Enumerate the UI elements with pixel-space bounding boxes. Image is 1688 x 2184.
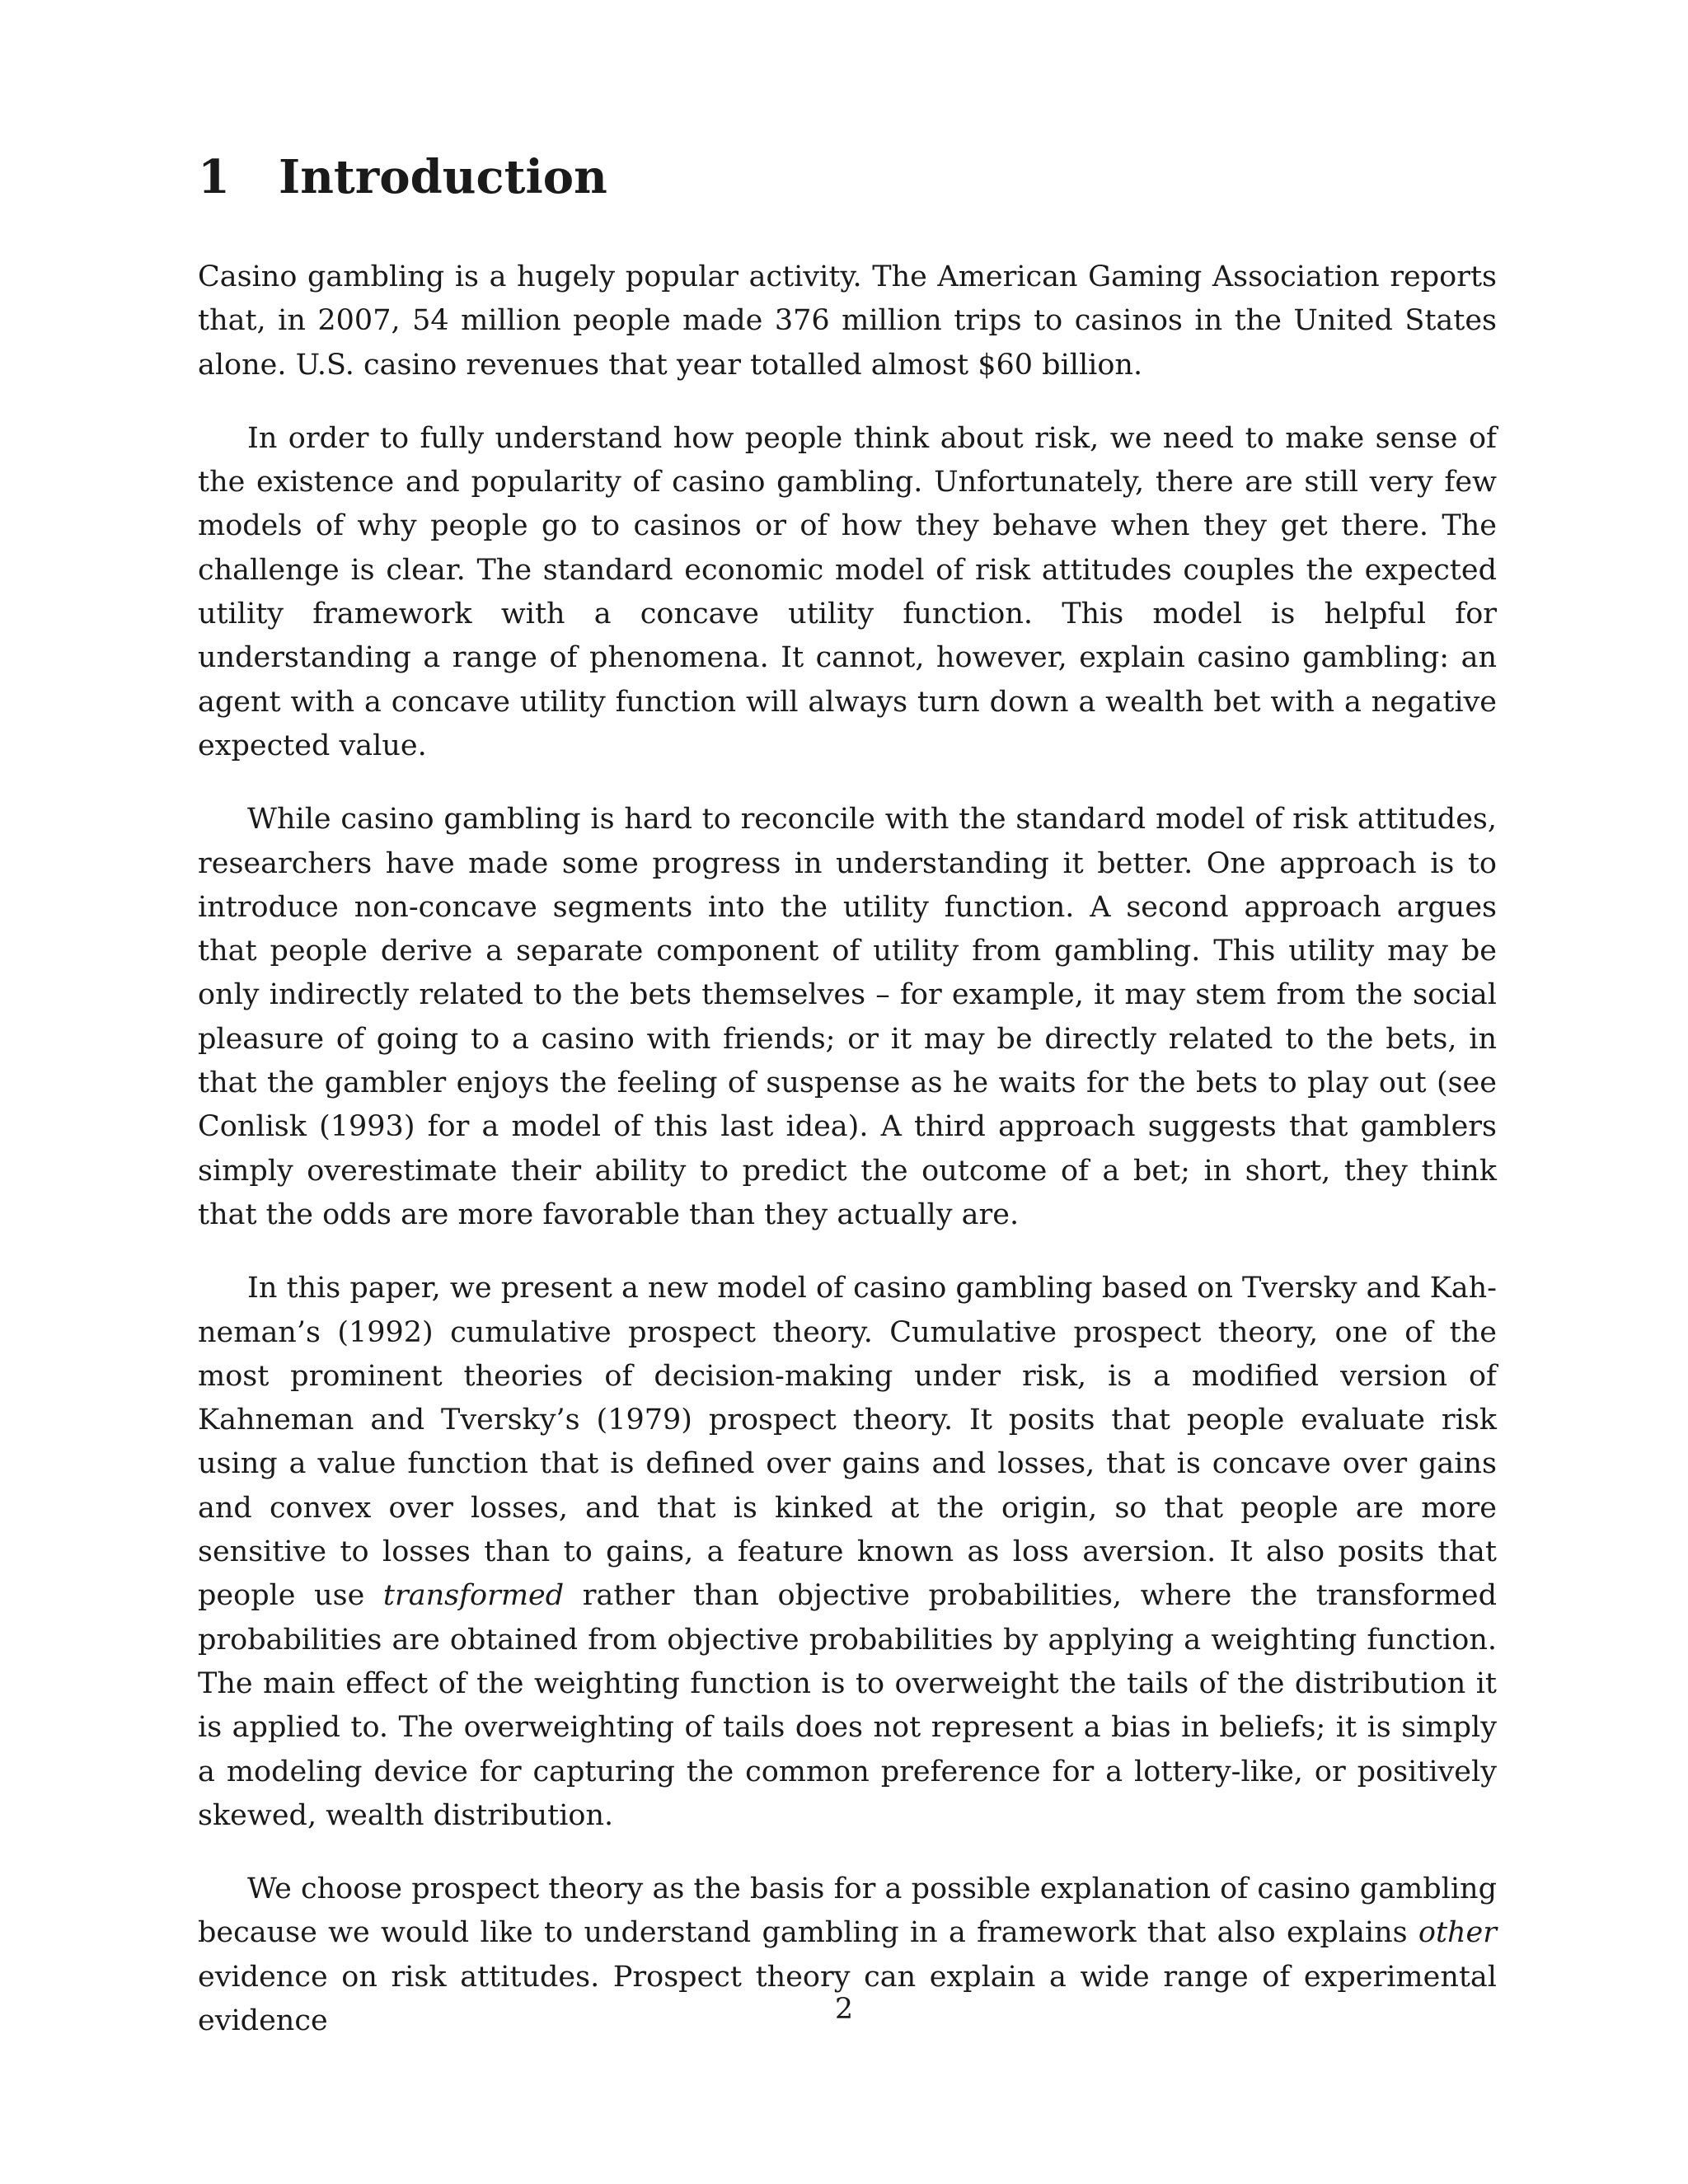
emphasized-term-other: other bbox=[1418, 1916, 1497, 1950]
paragraph-4-part-2: rather than objective probabilities, where the transformed probabilities are obtained from objective probabilities by applying a weighting function. The main effect of the weighting function is to overweight the tails of the distribution it is applied to. The overweighting of tails does not represent a bias in beliefs; it is simply a modeling device for capturing the common preference for a lottery-like, or positively skewed, wealth distribution. bbox=[198, 1579, 1497, 1832]
paragraph-5-part-2: evidence on risk attitudes. Prospect theory can explain a wide range of experimental evidence bbox=[198, 1960, 1497, 2037]
paragraph-3: While casino gambling is hard to reconcile with the standard model of risk attitudes, researchers have made some progress in understanding it better. One approach is to introduce non-concave segments into the utility function. A second approach argues that people derive a separate component of utility from gambling. This utility may be only indirectly related to the bets themselves – for example, it may stem from the social pleasure of going to a casino with friends; or it may be directly related to the bets, in that the gambler enjoys the feeling of suspense as he waits for the bets to play out (see Conlisk (1993) for a model of this last idea). A third approach suggests that gamblers simply overestimate their ability to predict the outcome of a bet; in short, they think that the odds are more favorable than they actually are. bbox=[198, 803, 1497, 1231]
section-number: 1 bbox=[198, 150, 230, 204]
section-title: Introduction bbox=[279, 150, 607, 204]
page-content bbox=[198, 148, 1497, 2073]
paragraph-4 bbox=[198, 1267, 1497, 1838]
paragraph-1: Casino gambling is a hugely popular activity. The American Gaming Association reports that, in 2007, 54 million people made 376 million trips to casinos in the United States alone. U.S. casino revenues that year totalled almost $60 billion. bbox=[198, 260, 1497, 382]
emphasized-term-transformed: transformed bbox=[382, 1579, 565, 1613]
body-text bbox=[198, 255, 1497, 2043]
paragraph-5-part-1: We choose prospect theory as the basis for a possible explanation of casino gambling because we would like to understand gambling in a framework that also explains bbox=[198, 1872, 1497, 1950]
paragraph-4-part-1: In this paper, we present a new model of casino gambling based on Tversky and Kahneman’s (1992) cumulative prospect theory. Cumulative prospect theory, one of the most prominent theories of decision-making under risk, is a modified version of Kahneman and Tversky’s (1979) prospect theory. It posits that people evaluate risk using a value function that is defined over gains and losses, that is concave over gains and convex over losses, and that is kinked at the origin, so that people are more sensitive to losses than to gains, a feature known as loss aversion. It also posits that people use bbox=[198, 1272, 1497, 1613]
section-heading bbox=[198, 148, 1497, 206]
paragraph-2: In order to fully understand how people think about risk, we need to make sense of the existence and popularity of casino gambling. Unfortunately, there are still very few models of why people go to casinos or of how they behave when they get there. The challenge is clear. The standard economic model of risk attitudes couples the expected utility framework with a concave utility function. This model is helpful for understanding a range of phenomena. It cannot, however, explain casino gambling: an agent with a concave utility function will always turn down a wealth bet with a negative expected value. bbox=[198, 421, 1497, 762]
page-number: 2 bbox=[834, 1993, 854, 2026]
